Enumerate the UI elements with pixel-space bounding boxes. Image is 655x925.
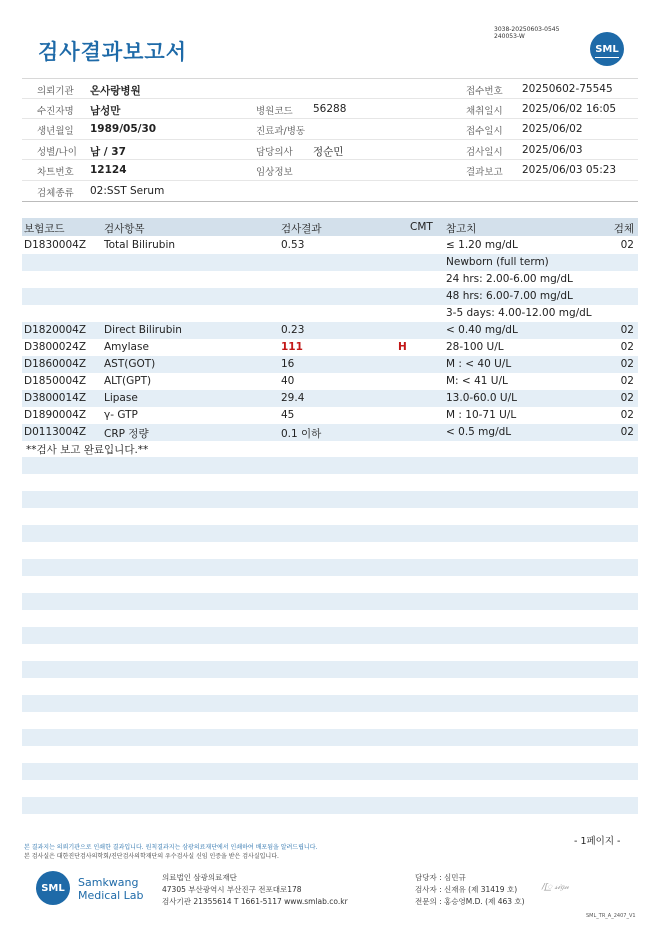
- gender-value: 남 / 37: [90, 145, 126, 158]
- cell-ref: < 0.5 mg/dL: [446, 426, 512, 438]
- cell-specimen: 02: [620, 324, 634, 336]
- staff-tester: 검사자 : 신재유 (제 31419 호): [415, 885, 518, 894]
- specimen-label: 검체종류: [37, 187, 74, 199]
- collect-value: 2025/06/02 16:05: [522, 102, 617, 115]
- high-flag: H: [398, 341, 407, 353]
- document-number-line-2: 240053-W: [494, 33, 525, 40]
- cell-specimen: 02: [620, 239, 634, 251]
- empty-row: [22, 525, 638, 542]
- table-row: [22, 390, 638, 407]
- organization-info: [162, 872, 348, 908]
- doctor-label: 담당의사: [256, 146, 293, 158]
- info-row: [22, 140, 638, 161]
- dept-label: 진료과/병동: [256, 126, 306, 138]
- empty-row: [22, 457, 638, 474]
- empty-row: [22, 661, 638, 678]
- cell-ref: 3-5 days: 4.00-12.00 mg/dL: [446, 307, 592, 319]
- cell-specimen: 02: [620, 358, 634, 370]
- sml-logo: SML: [590, 32, 624, 66]
- cell-specimen: 02: [620, 426, 634, 438]
- cell-ref: M: < 41 U/L: [446, 375, 508, 387]
- cell-code: D3800014Z: [24, 392, 87, 404]
- info-row: [22, 99, 638, 120]
- document-number: [494, 26, 559, 40]
- cell-item: Amylase: [104, 341, 149, 353]
- header-ref: 참고치: [446, 223, 477, 235]
- cell-ref: 24 hrs: 2.00-6.00 mg/dL: [446, 273, 573, 285]
- empty-row: [22, 559, 638, 576]
- table-row: [22, 254, 638, 271]
- collect-label: 채취일시: [466, 105, 503, 117]
- empty-row: [22, 491, 638, 508]
- staff-specialist: 전문의 : 홍승영M.D. (제 463 호): [415, 897, 525, 906]
- cell-specimen: 02: [620, 409, 634, 421]
- cell-specimen: 02: [620, 375, 634, 387]
- cell-value: 0.53: [281, 239, 305, 251]
- hospital-code-value: 56288: [313, 102, 347, 115]
- report-complete-note: **검사 보고 완료입니다.**: [26, 444, 149, 456]
- cell-value: 40: [281, 375, 295, 387]
- table-row: [22, 288, 638, 305]
- cell-item: CRP 정량: [104, 428, 149, 440]
- brand-name-line-2: Medical Lab: [78, 889, 144, 902]
- empty-row: [22, 695, 638, 712]
- empty-row: [22, 627, 638, 644]
- receipt-date-value: 2025/06/02: [522, 123, 583, 136]
- cell-item: AST(GOT): [104, 358, 156, 370]
- organization-name: 의료법인 삼광의료재단: [162, 873, 237, 882]
- cell-ref: < 0.40 mg/dL: [446, 324, 518, 336]
- receipt-no-label: 접수번호: [466, 86, 503, 97]
- info-row: [22, 181, 638, 202]
- page-title: 검사결과보고서: [38, 40, 188, 64]
- chart-value: 12124: [90, 164, 127, 177]
- results-header: [22, 218, 638, 236]
- disclaimer-certification: 본 검사실은 대한진단검사의학회/진단검사의학재단의 우수검사실 신임 인증을 받은 검사실입니다.: [24, 853, 279, 860]
- form-code: SML_TR_A_2407_V1: [586, 913, 636, 919]
- specimen-value: 02:SST Serum: [90, 184, 165, 197]
- institution-label: 의뢰기관: [37, 86, 74, 97]
- cell-value: 0.1 이하: [281, 428, 322, 440]
- cell-value: 29.4: [281, 392, 305, 404]
- cell-ref: 28-100 U/L: [446, 341, 504, 353]
- empty-rows: [22, 457, 638, 831]
- table-row: [22, 356, 638, 373]
- cell-value: 0.23: [281, 324, 305, 336]
- clinical-label: 임상정보: [256, 167, 293, 179]
- cell-code: D0113004Z: [24, 426, 87, 438]
- cell-item: γ- GTP: [104, 409, 138, 421]
- doctor-value: 정순민: [313, 145, 344, 158]
- table-row: [22, 305, 638, 322]
- cell-ref: M : < 40 U/L: [446, 358, 512, 370]
- patient-info-table: [22, 78, 638, 202]
- cell-code: D1890004Z: [24, 409, 87, 421]
- cell-code: D1850004Z: [24, 375, 87, 387]
- table-row: [22, 339, 638, 356]
- cell-value: 16: [281, 358, 295, 370]
- info-row: [22, 119, 638, 140]
- staff-manager: 담당자 : 심민규: [415, 873, 466, 882]
- table-row: [22, 322, 638, 339]
- chart-label: 차트번호: [37, 167, 74, 179]
- cell-item: Direct Bilirubin: [104, 324, 182, 336]
- brand-name-line-1: Samkwang: [78, 876, 139, 889]
- cell-ref: ≤ 1.20 mg/dL: [446, 239, 518, 251]
- cell-item: ALT(GPT): [104, 375, 152, 387]
- cell-code: D3800024Z: [24, 341, 87, 353]
- sml-footer-logo: SML: [36, 871, 70, 905]
- cell-code: D1820004Z: [24, 324, 87, 336]
- cell-value: 45: [281, 409, 295, 421]
- header-code: 보험코드: [24, 223, 65, 235]
- cell-ref: 13.0-60.0 U/L: [446, 392, 517, 404]
- header-value: 검사결과: [281, 223, 322, 235]
- receipt-date-label: 접수일시: [466, 126, 503, 138]
- table-row: [22, 237, 638, 254]
- patient-label: 수진자명: [37, 105, 74, 117]
- institution-value: 온사랑병원: [90, 85, 141, 97]
- page-number: - 1페이지 -: [574, 836, 621, 847]
- cell-item: Lipase: [104, 392, 138, 404]
- cell-ref: Newborn (full term): [446, 256, 549, 268]
- receipt-no-value: 20250602-75545: [522, 83, 613, 95]
- organization-address: 47305 부산광역시 부산진구 전포대로178: [162, 885, 302, 894]
- header-cmt: CMT: [410, 221, 433, 233]
- cell-specimen: 02: [620, 392, 634, 404]
- signature: /ʃ꯭ 𝓈𝒾𝑔𝓃: [542, 882, 569, 891]
- cell-ref: M : 10-71 U/L: [446, 409, 517, 421]
- empty-row: [22, 797, 638, 814]
- hospital-code-label: 병원코드: [256, 105, 293, 117]
- table-row: [22, 407, 638, 424]
- organization-contact: 검사기관 21355614 T 1661-5117 www.smlab.co.kr: [162, 897, 348, 906]
- cell-value-abnormal: 111: [281, 341, 303, 353]
- info-row: [22, 160, 638, 181]
- staff-info: [415, 872, 525, 908]
- table-row: [22, 271, 638, 288]
- empty-row: [22, 593, 638, 610]
- dob-label: 생년월일: [37, 126, 74, 138]
- results-table: [22, 237, 638, 441]
- cell-code: D1860004Z: [24, 358, 87, 370]
- empty-row: [22, 729, 638, 746]
- table-row: [22, 424, 638, 441]
- brand-name: [78, 876, 144, 902]
- patient-value: 남성만: [90, 104, 121, 117]
- report-label: 결과보고: [466, 167, 503, 179]
- info-row: [22, 78, 638, 99]
- empty-row: [22, 763, 638, 780]
- cell-item: Total Bilirubin: [104, 239, 176, 251]
- test-date-label: 검사일시: [466, 146, 503, 158]
- cell-specimen: 02: [620, 341, 634, 353]
- table-row: [22, 373, 638, 390]
- header-specimen: 검체: [613, 223, 634, 235]
- cell-ref: 48 hrs: 6.00-7.00 mg/dL: [446, 290, 573, 302]
- cell-code: D1830004Z: [24, 239, 87, 251]
- disclaimer-print: 본 결과지는 의뢰기관으로 인쇄한 결과입니다. 원칙결과지는 삼광의료재단에서 인쇄하여 배포됨을 알려드립니다.: [24, 844, 318, 851]
- test-date-value: 2025/06/03: [522, 143, 583, 156]
- header-item: 검사항목: [104, 223, 145, 235]
- dob-value: 1989/05/30: [90, 123, 157, 136]
- document-number-line-1: 3038-20250603-0545: [494, 26, 560, 33]
- gender-label: 성별/나이: [37, 146, 77, 158]
- report-value: 2025/06/03 05:23: [522, 164, 617, 177]
